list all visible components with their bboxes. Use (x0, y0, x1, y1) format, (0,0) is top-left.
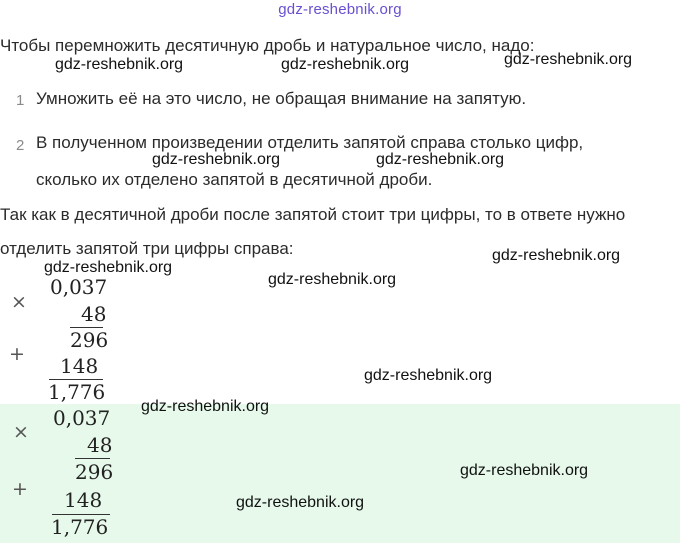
watermark: gdz-reshebnik.org (504, 51, 633, 68)
explanation-text: отделить запятой три цифры справа: (0, 239, 294, 258)
multiplier: 48 (87, 433, 113, 457)
step-text: сколько их отделено запятой в десятичной дроби. (36, 170, 433, 189)
partial-product: 148 (64, 488, 103, 512)
watermark: gdz-reshebnik.org (55, 56, 184, 73)
plus-sign: + (9, 343, 25, 365)
result: 1,776 (51, 515, 109, 539)
watermark: gdz-reshebnik.org (281, 56, 410, 73)
watermark: gdz-reshebnik.org (152, 151, 281, 168)
partial-product: 148 (60, 354, 99, 378)
watermark: gdz-reshebnik.org (141, 398, 270, 415)
watermark: gdz-reshebnik.org (364, 367, 493, 384)
watermark: gdz-reshebnik.org (44, 259, 173, 276)
result: 1,776 (48, 380, 106, 404)
intro-text: Чтобы перемножить десятичную дробь и натуральное число, надо: (0, 36, 535, 55)
times-sign: × (11, 291, 27, 313)
multiplicand: 0,037 (53, 406, 111, 430)
watermark: gdz-reshebnik.org (492, 247, 621, 264)
watermark: gdz-reshebnik.org (268, 271, 397, 288)
watermark: gdz-reshebnik.org (236, 494, 365, 511)
step-text: В полученном произведении отделить запятой справа столько цифр, (36, 133, 584, 152)
divider-line (75, 458, 110, 459)
partial-product: 296 (70, 328, 109, 352)
step-number: 2 (16, 137, 25, 154)
step-text: Умножить её на это число, не обращая внимание на запятую. (36, 89, 527, 108)
times-sign: × (13, 421, 29, 443)
explanation-text: Так как в десятичной дроби после запятой стоит три цифры, то в ответе нужно (0, 205, 626, 224)
multiplier: 48 (81, 302, 107, 326)
watermark: gdz-reshebnik.org (376, 151, 505, 168)
multiplicand: 0,037 (50, 275, 108, 299)
header-watermark: gdz-reshebnik.org (278, 1, 402, 18)
step-number: 1 (16, 92, 25, 109)
partial-product: 296 (75, 460, 114, 484)
watermark: gdz-reshebnik.org (460, 462, 589, 479)
plus-sign: + (12, 478, 28, 500)
